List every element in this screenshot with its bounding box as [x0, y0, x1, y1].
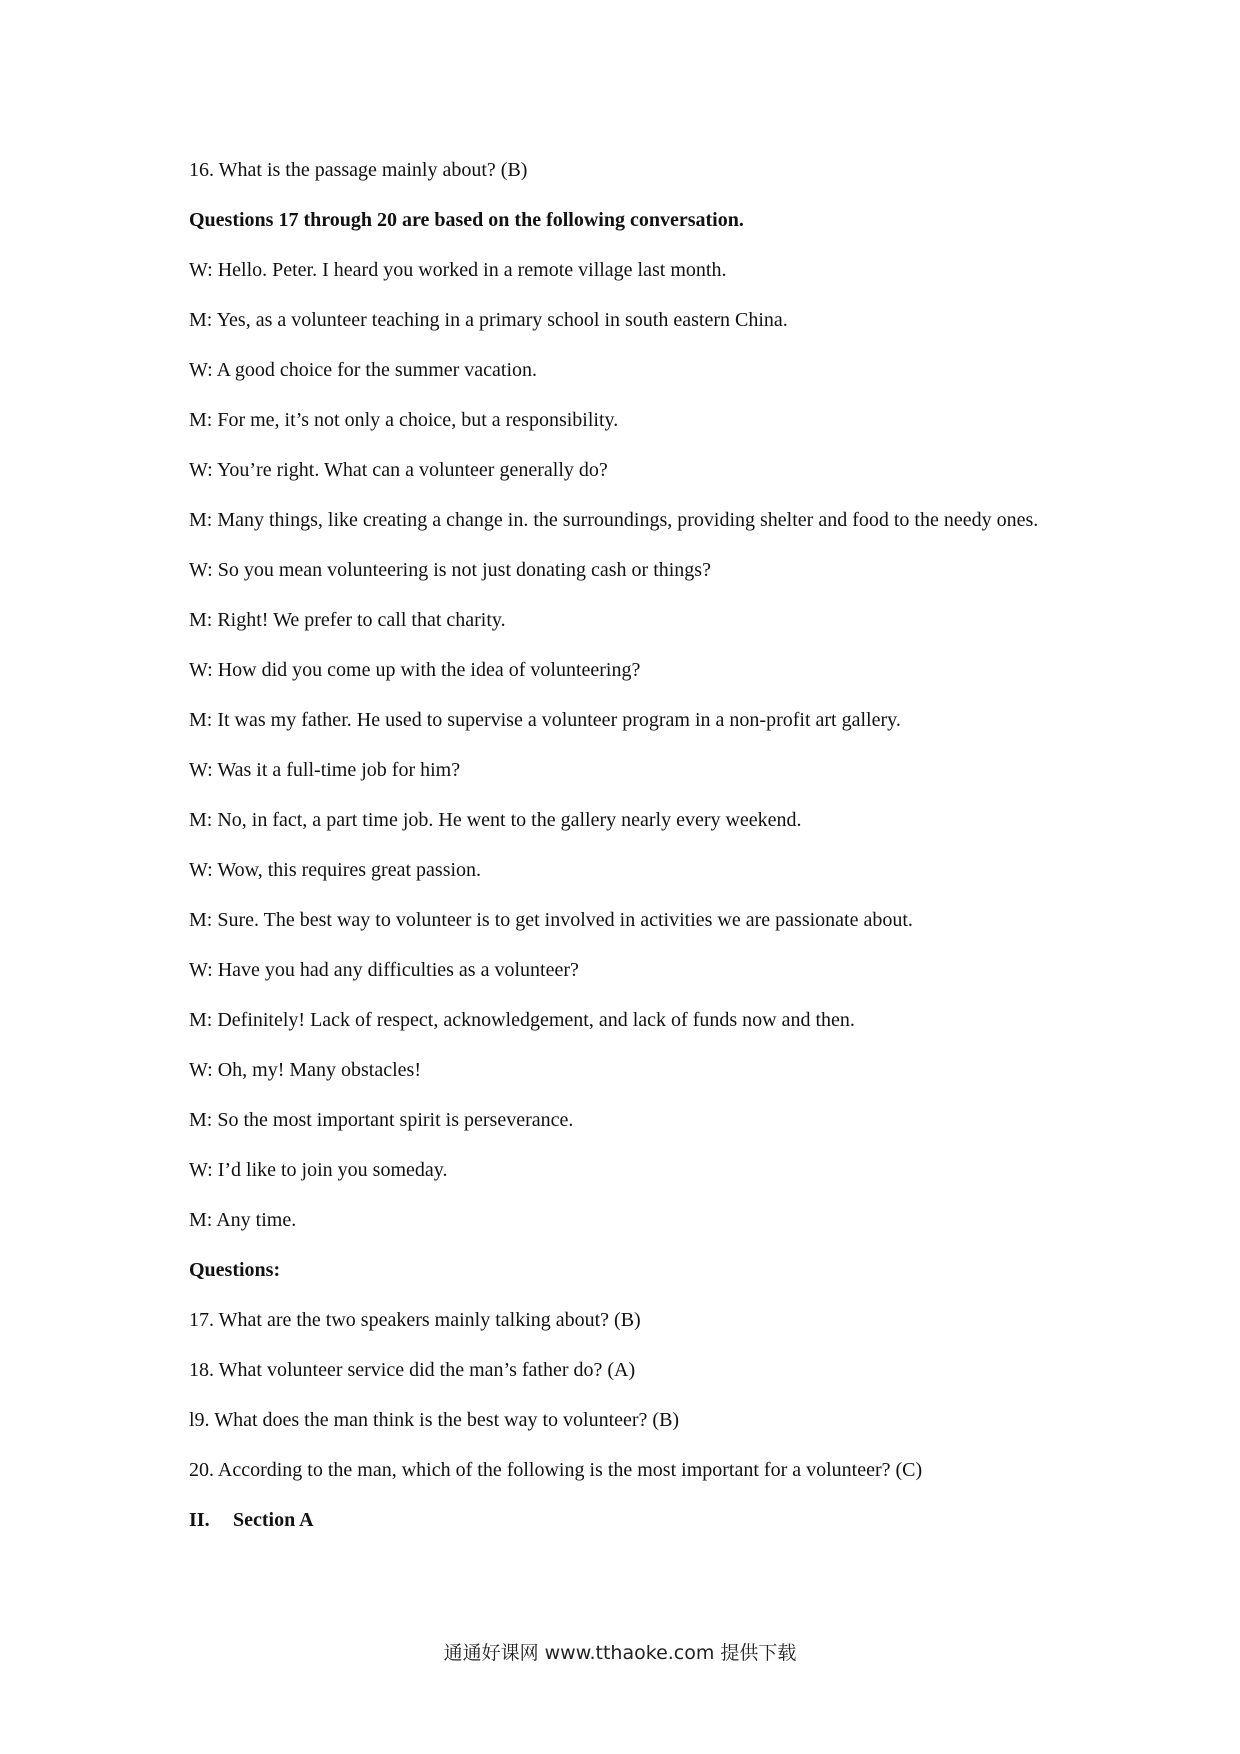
dialogue-line: M: No, in fact, a part time job. He went to the gallery nearly every weekend.: [189, 809, 802, 831]
dialogue-line: W: A good choice for the summer vacation.: [189, 359, 538, 381]
question-17: 17. What are the two speakers mainly talking about? (B): [189, 1309, 641, 1331]
dialogue-line: W: Have you had any difficulties as a volunteer?: [189, 959, 579, 981]
dialogue-line: W: Oh, my! Many obstacles!: [189, 1059, 421, 1081]
page-footer: 通通好课网 www.tthaoke.com 提供下载: [443, 1642, 797, 1664]
question-16: 16. What is the passage mainly about? (B): [189, 159, 528, 181]
dialogue-line: W: So you mean volunteering is not just donating cash or things?: [189, 559, 711, 581]
section-heading: [189, 1508, 1059, 1532]
dialogue-line: M: Yes, as a volunteer teaching in a primary school in south eastern China.: [189, 309, 788, 331]
dialogue-line: M: So the most important spirit is perseverance.: [189, 1109, 574, 1131]
dialogue-line: M: It was my father. He used to supervise a volunteer program in a non-profit art gallery.: [189, 709, 901, 731]
dialogue-line: W: Was it a full-time job for him?: [189, 759, 461, 781]
question-18: 18. What volunteer service did the man’s father do? (A): [189, 1359, 636, 1381]
dialogue-line: W: You’re right. What can a volunteer generally do?: [189, 459, 608, 481]
questions-heading: Questions:: [189, 1259, 281, 1281]
dialogue-line: M: For me, it’s not only a choice, but a responsibility.: [189, 409, 619, 431]
dialogue-line: W: Hello. Peter. I heard you worked in a remote village last month.: [189, 259, 727, 281]
dialogue-line: M: Any time.: [189, 1209, 297, 1231]
dialogue-line: W: Wow, this requires great passion.: [189, 859, 482, 881]
question-20: 20. According to the man, which of the following is the most important for a volunteer? (C): [189, 1459, 923, 1481]
dialogue-line: M: Many things, like creating a change in. the surroundings, providing shelter and food to the needy ones.: [189, 509, 1039, 531]
dialogue-line: M: Definitely! Lack of respect, acknowledgement, and lack of funds now and then.: [189, 1009, 855, 1031]
question-19: l9. What does the man think is the best way to volunteer? (B): [189, 1409, 680, 1431]
dialogue-line: W: I’d like to join you someday.: [189, 1159, 448, 1181]
dialogue-line: W: How did you come up with the idea of volunteering?: [189, 659, 641, 681]
dialogue-line: M: Right! We prefer to call that charity.: [189, 609, 506, 631]
section-number: II.: [189, 1509, 210, 1531]
dialogue-line: M: Sure. The best way to volunteer is to get involved in activities we are passionate about.: [189, 909, 913, 931]
conversation-heading: Questions 17 through 20 are based on the following conversation.: [189, 209, 744, 231]
section-title: Section A: [233, 1509, 314, 1531]
document-body: [189, 158, 1059, 1558]
